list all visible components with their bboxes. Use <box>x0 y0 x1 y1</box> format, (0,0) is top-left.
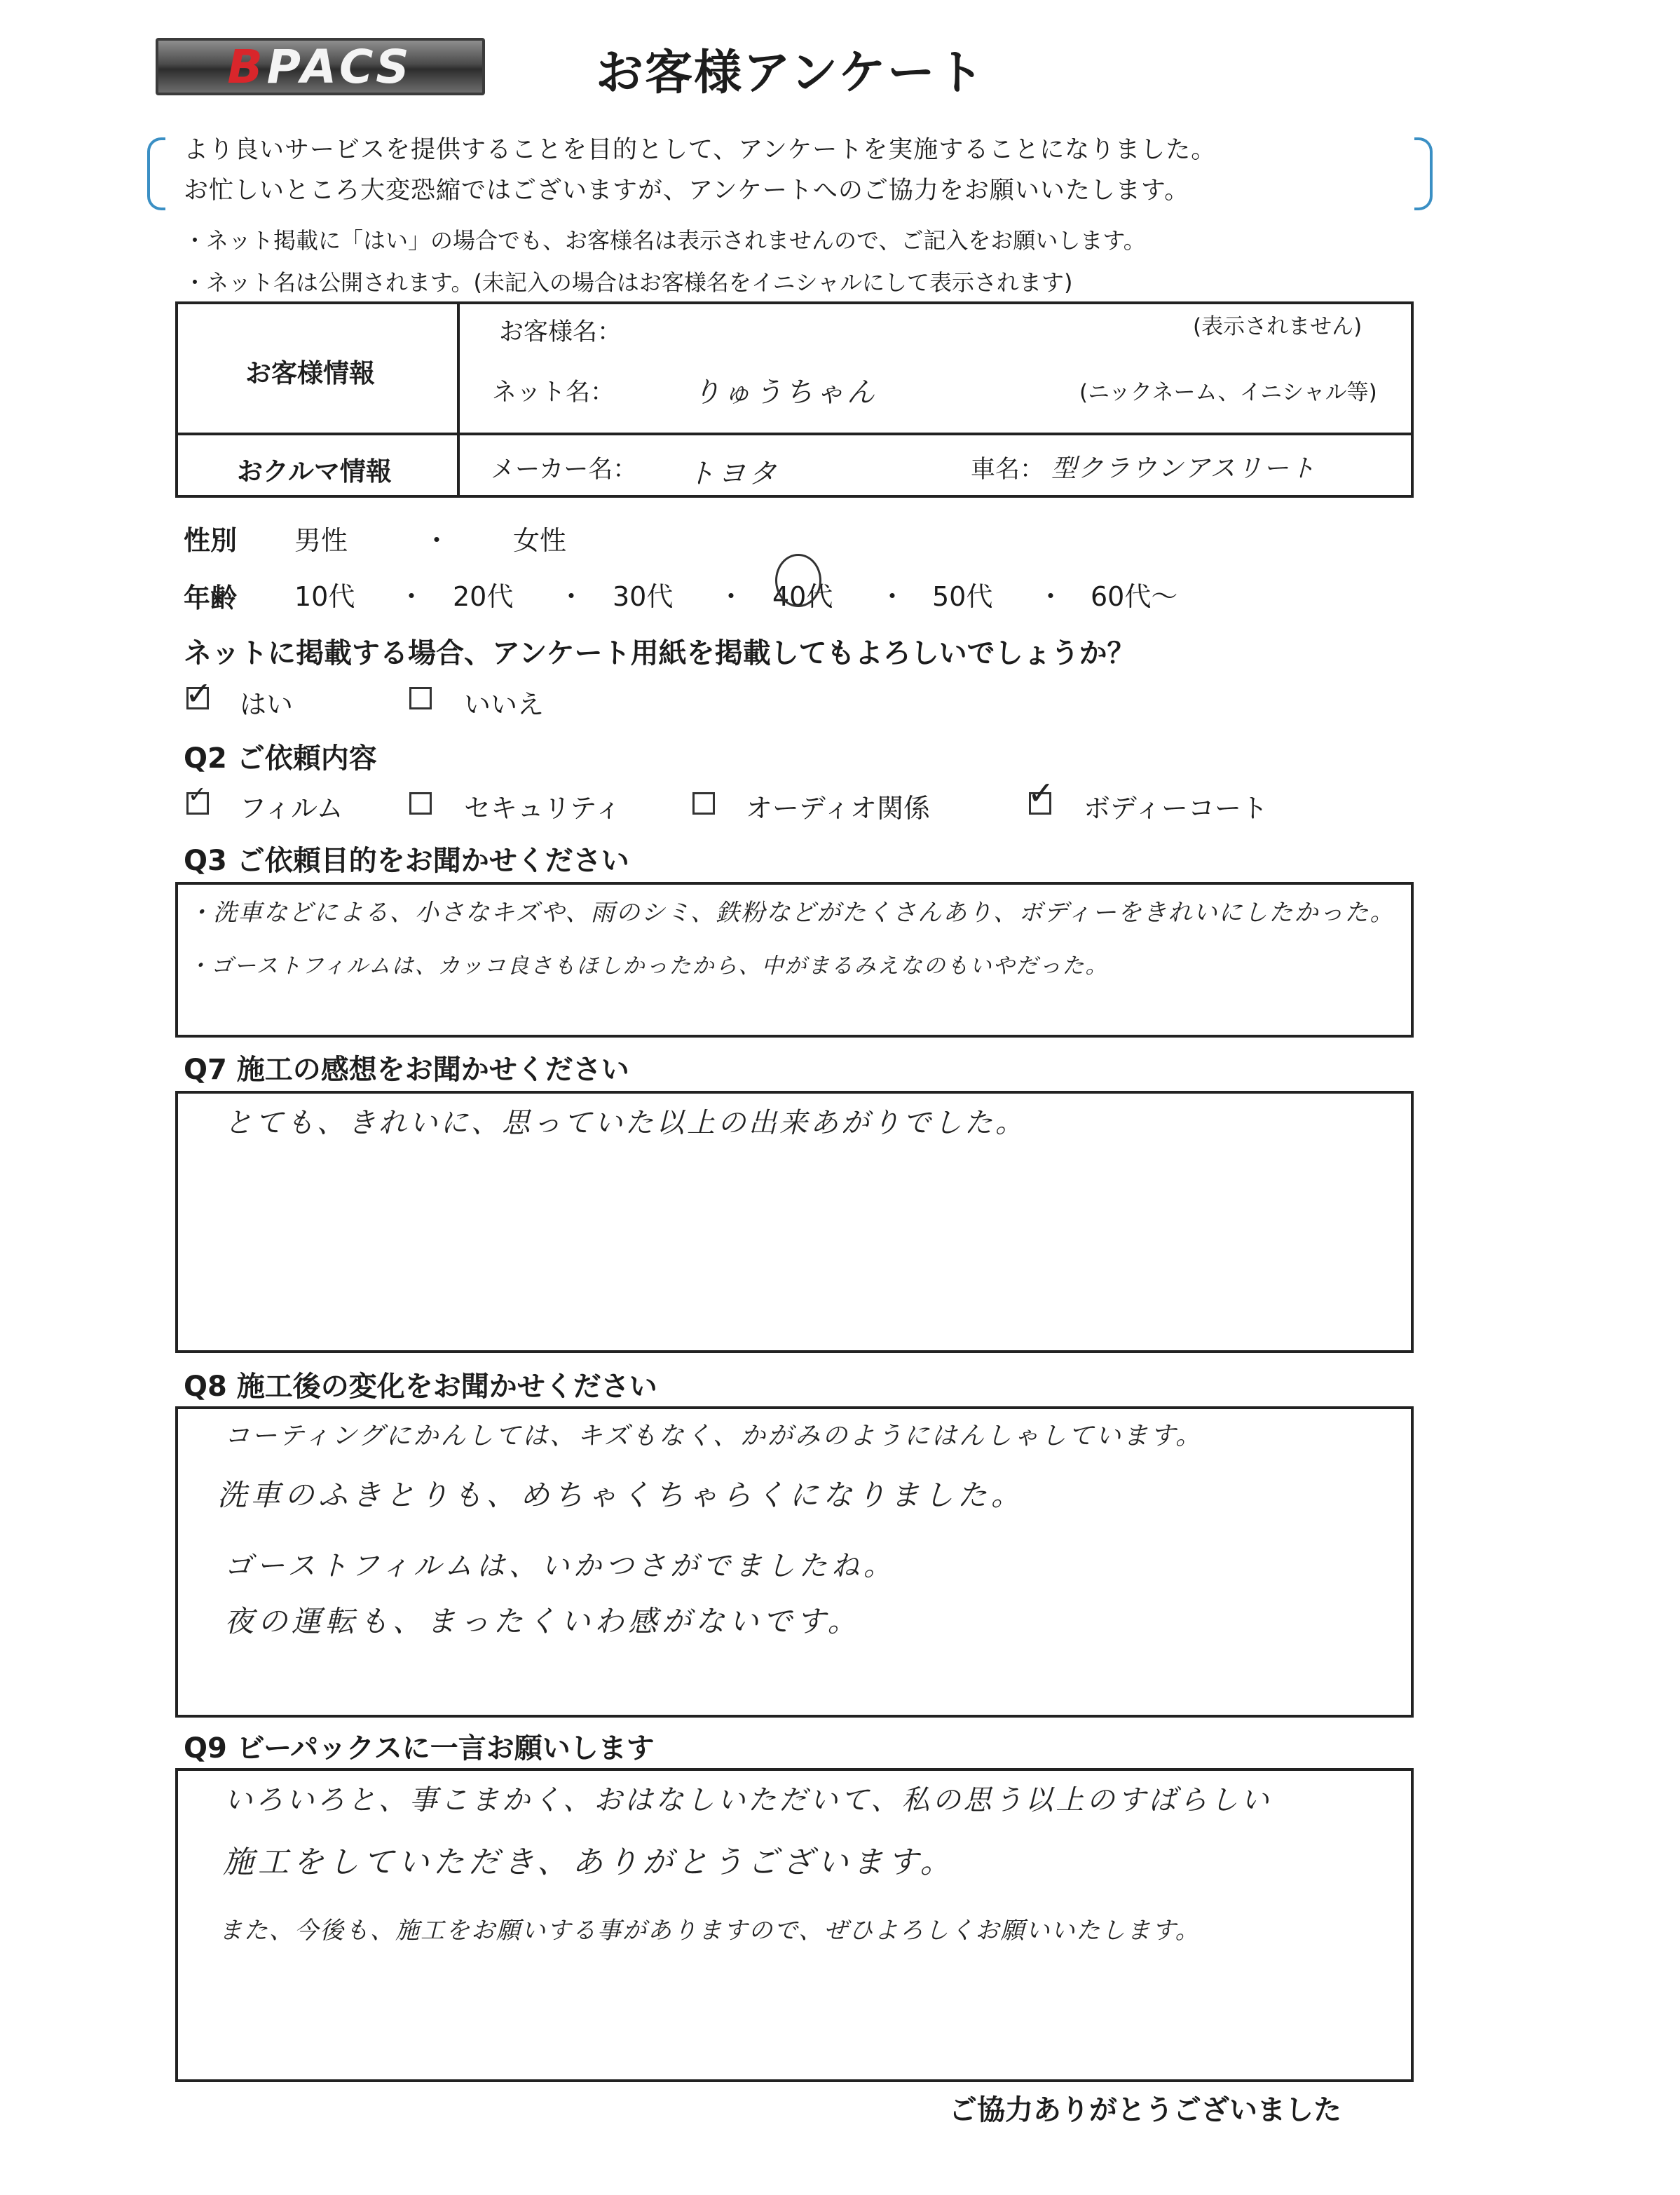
age-option-40s[interactable]: 40代 <box>772 581 833 612</box>
bpacs-logo: B PACS <box>156 38 485 95</box>
car-section-label: おクルマ情報 <box>237 456 392 487</box>
age-separator: ・ <box>558 581 585 612</box>
q8-title: Q8 施工後の変化をお聞かせください <box>184 1371 657 1403</box>
model-value: 型クラウンアスリート <box>1051 454 1317 483</box>
publish-no-checkbox[interactable] <box>409 687 432 709</box>
q2-security-checkbox[interactable] <box>409 792 432 815</box>
age-option-60s[interactable]: 60代〜 <box>1091 581 1178 612</box>
netname-value: りゅうちゃん <box>692 376 877 409</box>
gender-option-female[interactable]: 女性 <box>513 525 567 556</box>
customer-name-label: お客様名： <box>499 318 622 346</box>
info-table-divider-v <box>457 301 460 498</box>
q8-answer-line-1: コーティングにかんしては、キズもなく、かがみのようにはんしゃしています。 <box>224 1422 1203 1450</box>
customer-name-note: (表示されません) <box>1193 314 1363 339</box>
model-label: 車名： <box>971 456 1045 484</box>
netname-label: ネット名： <box>492 379 615 407</box>
q2-security-label: セキュリティ <box>464 793 622 824</box>
selected-age-circle <box>775 554 821 607</box>
check-mark-icon: ✓ <box>1027 774 1055 812</box>
q9-answer-line-3: また、今後も、施工をお願いする事がありますので、ぜひよろしくお願いいたします。 <box>219 1917 1201 1945</box>
bracket-right <box>1414 137 1433 210</box>
check-mark-icon: ✓ <box>188 781 207 808</box>
q2-bodycoat-label: ボディーコート <box>1084 793 1268 824</box>
q3-answer-line-1: ・洗車などによる、小さなキズや、雨のシミ、鉄粉などがたくさんあり、ボディーをきれいにしたかった。 <box>188 899 1395 927</box>
page-title: お客様アンケート <box>596 46 985 101</box>
selection-mark <box>317 501 355 545</box>
q2-audio-checkbox[interactable] <box>692 792 715 815</box>
maker-label: メーカー名： <box>491 456 638 484</box>
q2-title: Q2 ご依頼内容 <box>184 742 377 775</box>
intro-line-1: より良いサービスを提供することを目的として、アンケートを実施することになりました。 <box>184 136 1217 164</box>
gender-label: 性別 <box>184 525 238 556</box>
check-mark-icon: ✓ <box>185 674 212 712</box>
q8-answer-line-3: ゴーストフィルムは、いかつさがでましたね。 <box>224 1550 896 1582</box>
age-option-50s[interactable]: 50代 <box>932 581 993 612</box>
info-table-divider-h <box>175 433 1414 435</box>
publish-yes-label: はい <box>240 689 294 720</box>
q2-audio-label: オーディオ関係 <box>746 793 930 824</box>
age-option-20s[interactable]: 20代 <box>453 581 514 612</box>
age-label: 年齢 <box>184 583 238 613</box>
q7-answer-line-1: とても、きれいに、思っていた以上の出来あがりでした。 <box>224 1107 1026 1139</box>
note-line-1: ・ネット掲載に「はい」の場合でも、お客様名は表示されませんので、ご記入をお願いします。 <box>184 227 1146 254</box>
age-option-30s[interactable]: 30代 <box>613 581 674 612</box>
age-separator: ・ <box>718 581 745 612</box>
age-option-10s[interactable]: 10代 <box>294 581 355 612</box>
q2-film-label: フィルム <box>240 793 343 824</box>
netname-note: (ニックネーム、イニシャル等) <box>1079 380 1377 405</box>
q9-title: Q9 ビーパックスに一言お願いします <box>184 1732 655 1765</box>
gender-separator: ・ <box>423 525 451 556</box>
intro-line-2: お忙しいところ大変恐縮ではございますが、アンケートへのご協力をお願いいたします。 <box>184 177 1190 205</box>
gender-option-male[interactable]: 男性 <box>294 525 348 556</box>
publish-no-label: いいえ <box>464 689 545 720</box>
age-separator: ・ <box>398 581 425 612</box>
maker-value: トヨタ <box>687 458 779 490</box>
q8-answer-line-4: 夜の運転も、まったくいわ感がないです。 <box>224 1604 861 1638</box>
age-separator: ・ <box>1037 581 1065 612</box>
q9-answer-line-2: 施工をしていただき、ありがとうございます。 <box>223 1844 955 1880</box>
q8-answer-line-2: 洗車のふきとりも、めちゃくちゃらくになりました。 <box>217 1478 1025 1512</box>
q9-answer-line-1: いろいろと、事こまかく、おはなしいただいて、私の思う以上のすばらしい <box>224 1784 1272 1816</box>
q3-answer-line-2: ・ゴーストフィルムは、カッコ良さもほしかったから、中がまるみえなのもいやだった。 <box>188 953 1109 979</box>
customer-section-label: お客様情報 <box>245 358 375 388</box>
bracket-left <box>147 137 165 210</box>
footer-thanks: ご協力ありがとうございました <box>949 2094 1341 2126</box>
q7-title: Q7 施工の感想をお聞かせください <box>184 1054 629 1086</box>
q3-title: Q3 ご依頼目的をお聞かせください <box>184 845 629 877</box>
age-separator: ・ <box>879 581 906 612</box>
note-line-2: ・ネット名は公開されます。(未記入の場合はお客様名をイニシャルにして表示されます) <box>184 269 1073 296</box>
publish-question: ネットに掲載する場合、アンケート用紙を掲載してもよろしいでしょうか？ <box>184 637 1135 670</box>
